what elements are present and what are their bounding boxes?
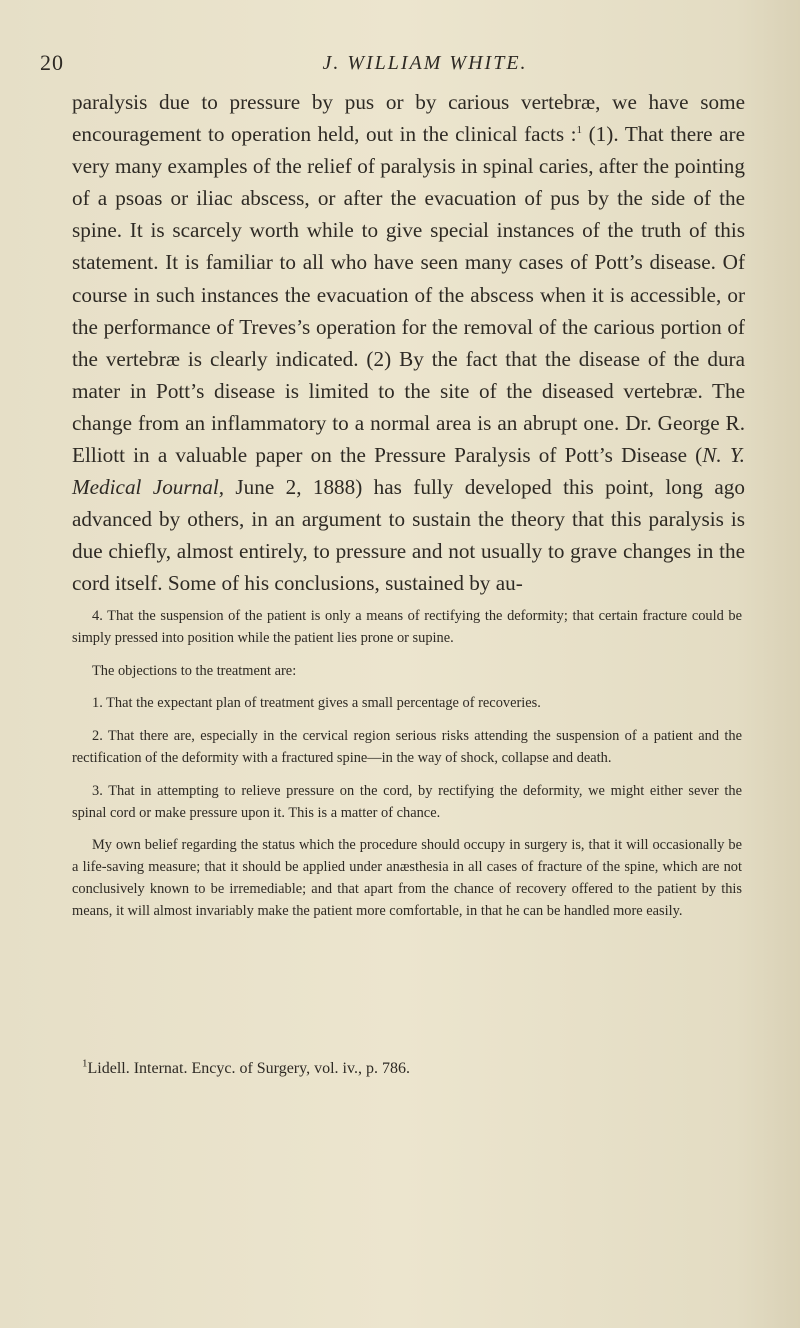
journal-title: N. Y. Medical Journal, xyxy=(72,443,745,500)
objections-heading: The objections to the treatment are: xyxy=(92,662,297,679)
page-number: 20 xyxy=(40,50,64,75)
footnote-text: Lidell. Internat. Encyc. of Surgery, vol. iv., p. 786. xyxy=(87,1060,410,1077)
notes-block xyxy=(72,606,742,934)
objection-2: 2. That there are, especially in the cervical region serious risks attending the suspension of a patient and the rectification of the deformity with a fractured spine—in the way of shock, collapse and death. xyxy=(72,728,742,766)
page-header xyxy=(40,50,760,82)
text-segment: paralysis due to pressure by pus or by carious vertebræ, we have some encouragement to operation held, out in the clinical facts : xyxy=(72,90,745,147)
running-head: J. WILLIAM WHITE. xyxy=(322,52,528,74)
footnote-ref: 1 xyxy=(576,124,583,137)
text-segment: June 2, 1888) has fully developed this point, long ago advanced by others, in an argument to sustain the theory that this paralysis is due chiefly, almost entirely, to pressure and not usually to grave changes in the cord itself. Some of his conclusions, sustained by au- xyxy=(72,475,745,596)
footnote xyxy=(82,1058,742,1080)
objection-3: 3. That in attempting to relieve pressure on the cord, by rectifying the deformity, we might either sever the spinal cord or make pressure upon it. This is a matter of chance. xyxy=(72,782,742,821)
footnote-mark: 1 xyxy=(82,1057,88,1070)
text-segment: (1). That there are very many examples of the relief of paralysis in spinal caries, after the pointing of a psoas or iliac abscess, or after the evacuation of pus by the side of the spine. It is scarcely worth while to give special instances of the truth of this statement. It is familiar to all who have seen many cases of Pott’s disease. Of course in such instances the evacuation of the abscess when it is accessible, or the performance of Treves’s operation for the removal of the carious portion of the vertebræ is clearly indicated. (2) By the fact that the disease of the dura mater in Pott’s disease is limited to the site of the diseased vertebræ. The change from an inflammatory to a normal area is an abrupt one. Dr. George R. Elliott in a valuable paper on the Pressure Paralysis of Pott’s Disease ( xyxy=(72,122,746,468)
author-belief-paragraph: My own belief regarding the status which the procedure should occupy in surgery is, that it will occasionally be a life-saving measure; that it should be applied under anæsthesia in all cases of fracture of the spine, which are not conclusively known to be irremediable; and that apart from the chance of recovery offered to the patient by this means, it will almost invariably make the patient more comfortable, in that he can be handled more easily. xyxy=(72,837,742,919)
main-text xyxy=(72,86,745,600)
main-paragraph xyxy=(72,86,745,600)
note-item-4: 4. That the suspension of the patient is only a means of rectifying the deformity; that certain fracture could be simply pressed into position while the patient lies prone or supine. xyxy=(72,608,742,646)
objection-1: 1. That the expectant plan of treatment gives a small percentage of recoveries. xyxy=(92,695,541,712)
